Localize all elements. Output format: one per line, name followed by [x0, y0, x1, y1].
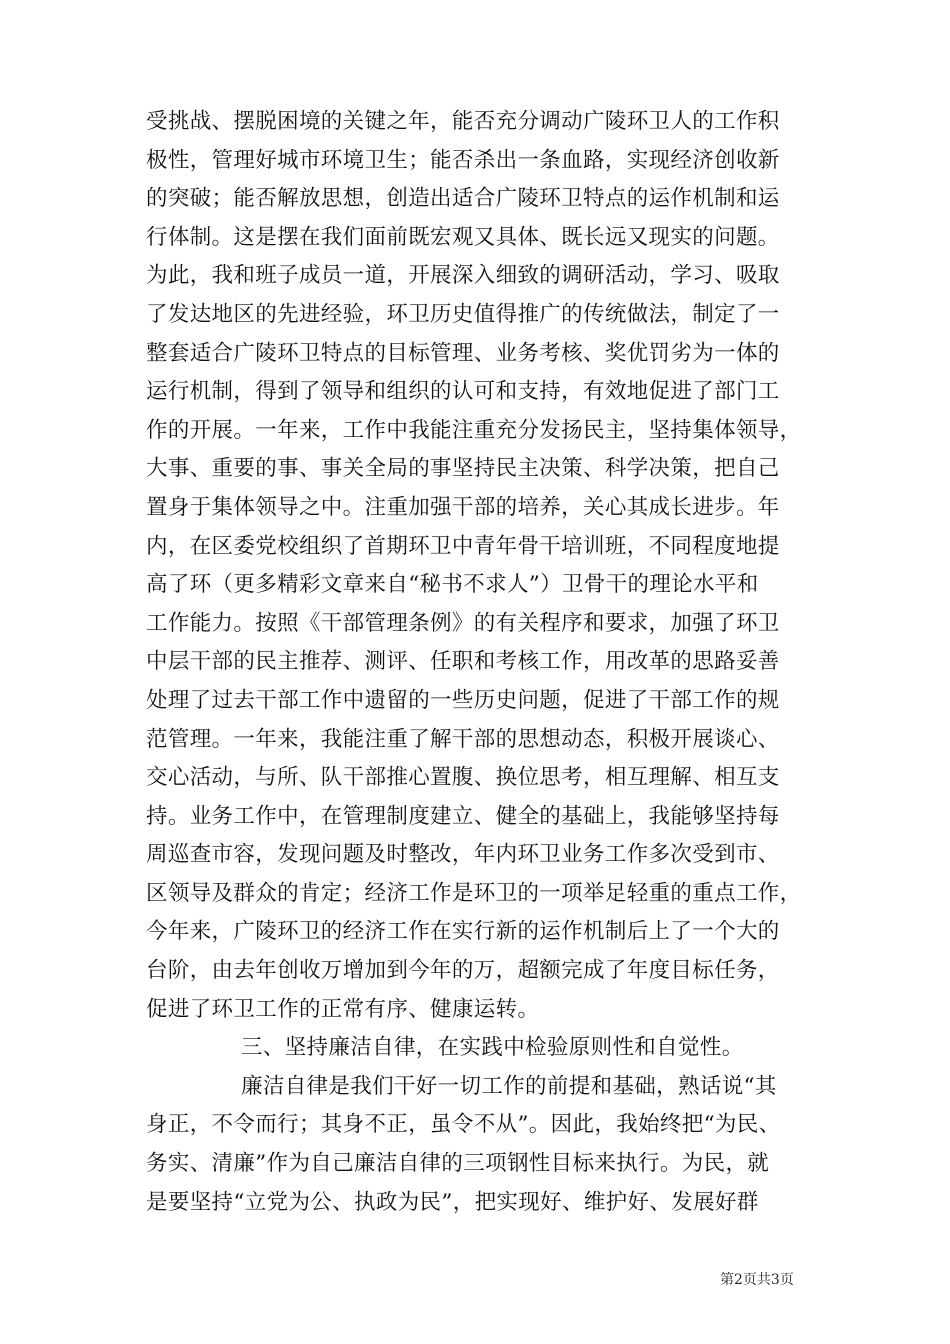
document-body	[146, 103, 816, 1222]
body-line: 行体制。这是摆在我们面前既宏观又具体、既长远又现实的问题。	[146, 224, 780, 250]
body-line: 中层干部的民主推荐、测评、任职和考核工作，用改革的思路妥善	[146, 649, 780, 675]
body-line: 务实、清廉”作为自己廉洁自律的三项钢性目标来执行。为民，就	[146, 1151, 770, 1177]
body-line: 周巡查市容，发现问题及时整改，年内环卫业务工作多次受到市、	[146, 842, 780, 868]
body-line: 工作能力。按照《干部管理条例》的有关程序和要求，加强了环卫	[146, 610, 780, 636]
body-line: 处理了过去干部工作中遗留的一些历史问题，促进了干部工作的规	[146, 687, 780, 713]
body-line: 持。业务工作中，在管理制度建立、健全的基础上，我能够坚持每	[146, 803, 780, 829]
body-line: 的突破；能否解放思想，创造出适合广陵环卫特点的运作机制和运	[146, 186, 780, 212]
body-line: 大事、重要的事、事关全局的事坚持民主决策、科学决策，把自己	[146, 456, 780, 482]
body-line: 运行机制，得到了领导和组织的认可和支持，有效地促进了部门工	[146, 379, 780, 405]
body-line: 了发达地区的先进经验，环卫历史值得推广的传统做法，制定了一	[146, 301, 780, 327]
body-line: 作的开展。一年来，工作中我能注重充分发扬民主，坚持集体领导，	[146, 417, 802, 443]
body-line: 促进了环卫工作的正常有序、健康运转。	[146, 996, 540, 1022]
body-line: 交心活动，与所、队干部推心置腹、换位思考，相互理解、相互支	[146, 765, 780, 791]
body-line: 身正，不令而行；其身不正，虽令不从”。因此，我始终把“为民、	[146, 1112, 781, 1138]
body-line: 区领导及群众的肯定；经济工作是环卫的一项举足轻重的重点工作，	[146, 880, 802, 906]
page-number-footer: 第2页共3页	[720, 1272, 794, 1288]
body-line: 今年来，广陵环卫的经济工作在实行新的运作机制后上了一个大的	[146, 919, 780, 945]
section-heading: 三、坚持廉洁自律，在实践中检验原则性和自觉性。	[241, 1035, 744, 1061]
body-line: 为此，我和班子成员一道，开展深入细致的调研活动，学习、吸取	[146, 263, 780, 289]
body-line: 极性，管理好城市环境卫生；能否杀出一条血路，实现经济创收新	[146, 147, 780, 173]
body-line: 台阶，由去年创收万增加到今年的万，超额完成了年度目标任务，	[146, 958, 780, 984]
body-line: 置身于集体领导之中。注重加强干部的培养，关心其成长进步。年	[146, 494, 780, 520]
body-line: 廉洁自律是我们干好一切工作的前提和基础，熟话说“其	[241, 1073, 777, 1099]
body-line: 整套适合广陵环卫特点的目标管理、业务考核、奖优罚劣为一体的	[146, 340, 780, 366]
body-line: 内，在区委党校组织了首期环卫中青年骨干培训班，不同程度地提	[146, 533, 780, 559]
body-line: 高了环（更多精彩文章来自“秘书不求人”）卫骨干的理论水平和	[146, 572, 759, 598]
body-line: 受挑战、摆脱困境的关键之年，能否充分调动广陵环卫人的工作积	[146, 109, 780, 134]
body-line: 是要坚持“立党为公、执政为民”，把实现好、维护好、发展好群	[146, 1189, 759, 1215]
body-line: 范管理。一年来，我能注重了解干部的思想动态，积极开展谈心、	[146, 726, 780, 752]
